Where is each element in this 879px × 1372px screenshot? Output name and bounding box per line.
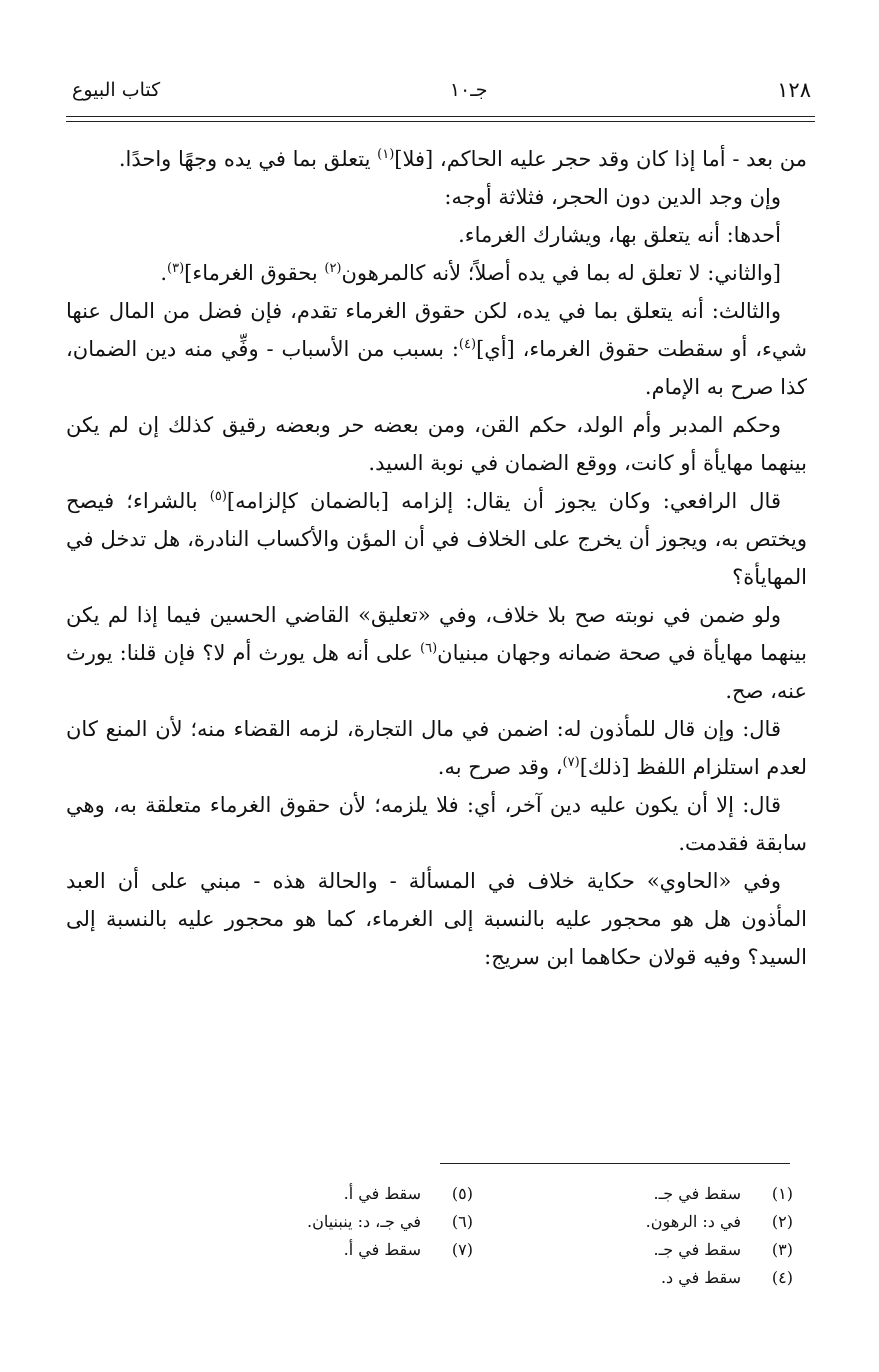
footnote-number: (٤) (771, 1268, 793, 1287)
text-segment: [والثاني: لا تعلق له بما في يده أصلاً؛ لأنه كالمرهون (341, 261, 781, 285)
paragraph (66, 710, 807, 786)
footnote-ref: (١) (377, 147, 395, 162)
footnote (543, 1180, 793, 1208)
paragraph (66, 178, 807, 216)
footnote-number: (٢) (771, 1212, 793, 1231)
text-segment: وحكم المدبر وأم الولد، حكم القن، ومن بعضه حر وبعضه رقيق كذلك إن لم يكن بينهما مهايأة أو كانت، ووقع الضمان في نوبة السيد. (66, 413, 807, 475)
text-segment: على أنه هل يورث أم لا؟ فإن قلنا: يورث عنه، صح. (66, 641, 807, 703)
page-number: ١٢٨ (777, 78, 811, 102)
footnote-text: في د: الرهون. (645, 1212, 741, 1231)
text-segment: بالشراء؛ فيصح ويختص به، ويجوز أن يخرج على الخلاف في أن المؤن والأكساب النادرة، هل تدخل في المهايأة؟ (66, 489, 807, 589)
volume-label: جـ١٠ (449, 79, 488, 101)
footnote (223, 1236, 473, 1264)
text-segment: بحقوق الغرماء] (184, 261, 325, 285)
text-segment: قال: وإن قال للمأذون له: اضمن في مال التجارة، لزمه القضاء منه؛ لأن المنع كان لعدم استلزام اللفظ [ذلك] (66, 717, 807, 779)
paragraph (66, 292, 807, 406)
paragraph (66, 406, 807, 482)
footnote-text: سقط في د. (660, 1268, 741, 1287)
footnote-text: سقط في جـ. (653, 1240, 741, 1259)
book-title: كتاب البيوع (72, 79, 161, 101)
footnote-text: سقط في أ. (343, 1184, 421, 1203)
paragraph (66, 596, 807, 710)
footnote-number: (٧) (451, 1240, 473, 1259)
footnote-number: (١) (771, 1184, 793, 1203)
text-segment: . (160, 261, 168, 285)
footnote-number: (٦) (451, 1212, 473, 1231)
paragraph (66, 254, 807, 292)
footnote-ref: (٤) (458, 337, 477, 352)
paragraph (66, 786, 807, 862)
footnote-text: في جـ، د: ينبنيان. (307, 1212, 421, 1231)
text-segment: والثالث: أنه يتعلق بما في يده، لكن حقوق الغرماء تقدم، فإن فضل من المال عنها شيء، أو سقطت حقوق الغرماء، [أي] (66, 299, 807, 361)
paragraph (66, 862, 807, 976)
footnote-ref: (٣) (167, 261, 185, 276)
footnote-text: سقط في جـ. (653, 1184, 741, 1203)
paragraph (66, 140, 807, 178)
header-rule-thick (66, 116, 815, 117)
footnote (543, 1264, 793, 1292)
main-text (66, 140, 807, 976)
footnote (223, 1180, 473, 1208)
paragraph (66, 216, 807, 254)
footnote (223, 1208, 473, 1236)
text-segment: قال الرافعي: وكان يجوز أن يقال: إلزامه [بالضمان كإلزامه] (226, 489, 781, 513)
footnote (543, 1208, 793, 1236)
text-segment: أحدها: أنه يتعلق بها، ويشارك الغرماء. (458, 223, 781, 247)
footnotes-left-column (223, 1180, 473, 1292)
footnote-ref: (٥) (209, 489, 227, 504)
footnote-number: (٥) (451, 1184, 473, 1203)
footnotes (150, 1180, 793, 1292)
footnote-ref: (٢) (324, 261, 342, 276)
running-header (72, 70, 811, 110)
header-rule-thin (66, 121, 815, 122)
footnote-ref: (٧) (562, 755, 580, 770)
text-segment: وفي «الحاوي» حكاية خلاف في المسألة - والحالة هذه - مبني على أن العبد المأذون هل هو محجور عليه بالنسبة إلى الغرماء، كما هو محجور عليه بالنسبة إلى السيد؟ وفيه قولان حكاهما ابن سريج: (66, 869, 807, 969)
text-segment: : بسبب من الأسباب - وفِّي منه دين الضمان، كذا صرح به الإمام. (66, 337, 807, 399)
text-segment: من بعد - أما إذا كان وقد حجر عليه الحاكم، [فلا] (394, 147, 807, 171)
footnote (543, 1236, 793, 1264)
footnote-text: سقط في أ. (343, 1240, 421, 1259)
text-segment: قال: إلا أن يكون عليه دين آخر، أي: فلا يلزمه؛ لأن حقوق الغرماء متعلقة به، وهي سابقة فقدمت. (66, 793, 807, 855)
footnote-separator (440, 1163, 790, 1164)
text-segment: يتعلق بما في يده وجهًا واحدًا. (118, 147, 378, 171)
paragraph (66, 482, 807, 596)
text-segment: وإن وجد الدين دون الحجر، فثلاثة أوجه: (444, 185, 781, 209)
text-segment: ، وقد صرح به. (437, 755, 563, 779)
footnotes-right-column (543, 1180, 793, 1292)
text-segment: ولو ضمن في نوبته صح بلا خلاف، وفي «تعليق» القاضي الحسين فيما إذا لم يكن بينهما مهايأة في صحة ضمانه وجهان مبنيان (66, 603, 807, 665)
footnote-ref: (٦) (420, 641, 438, 656)
footnote-number: (٣) (771, 1240, 793, 1259)
